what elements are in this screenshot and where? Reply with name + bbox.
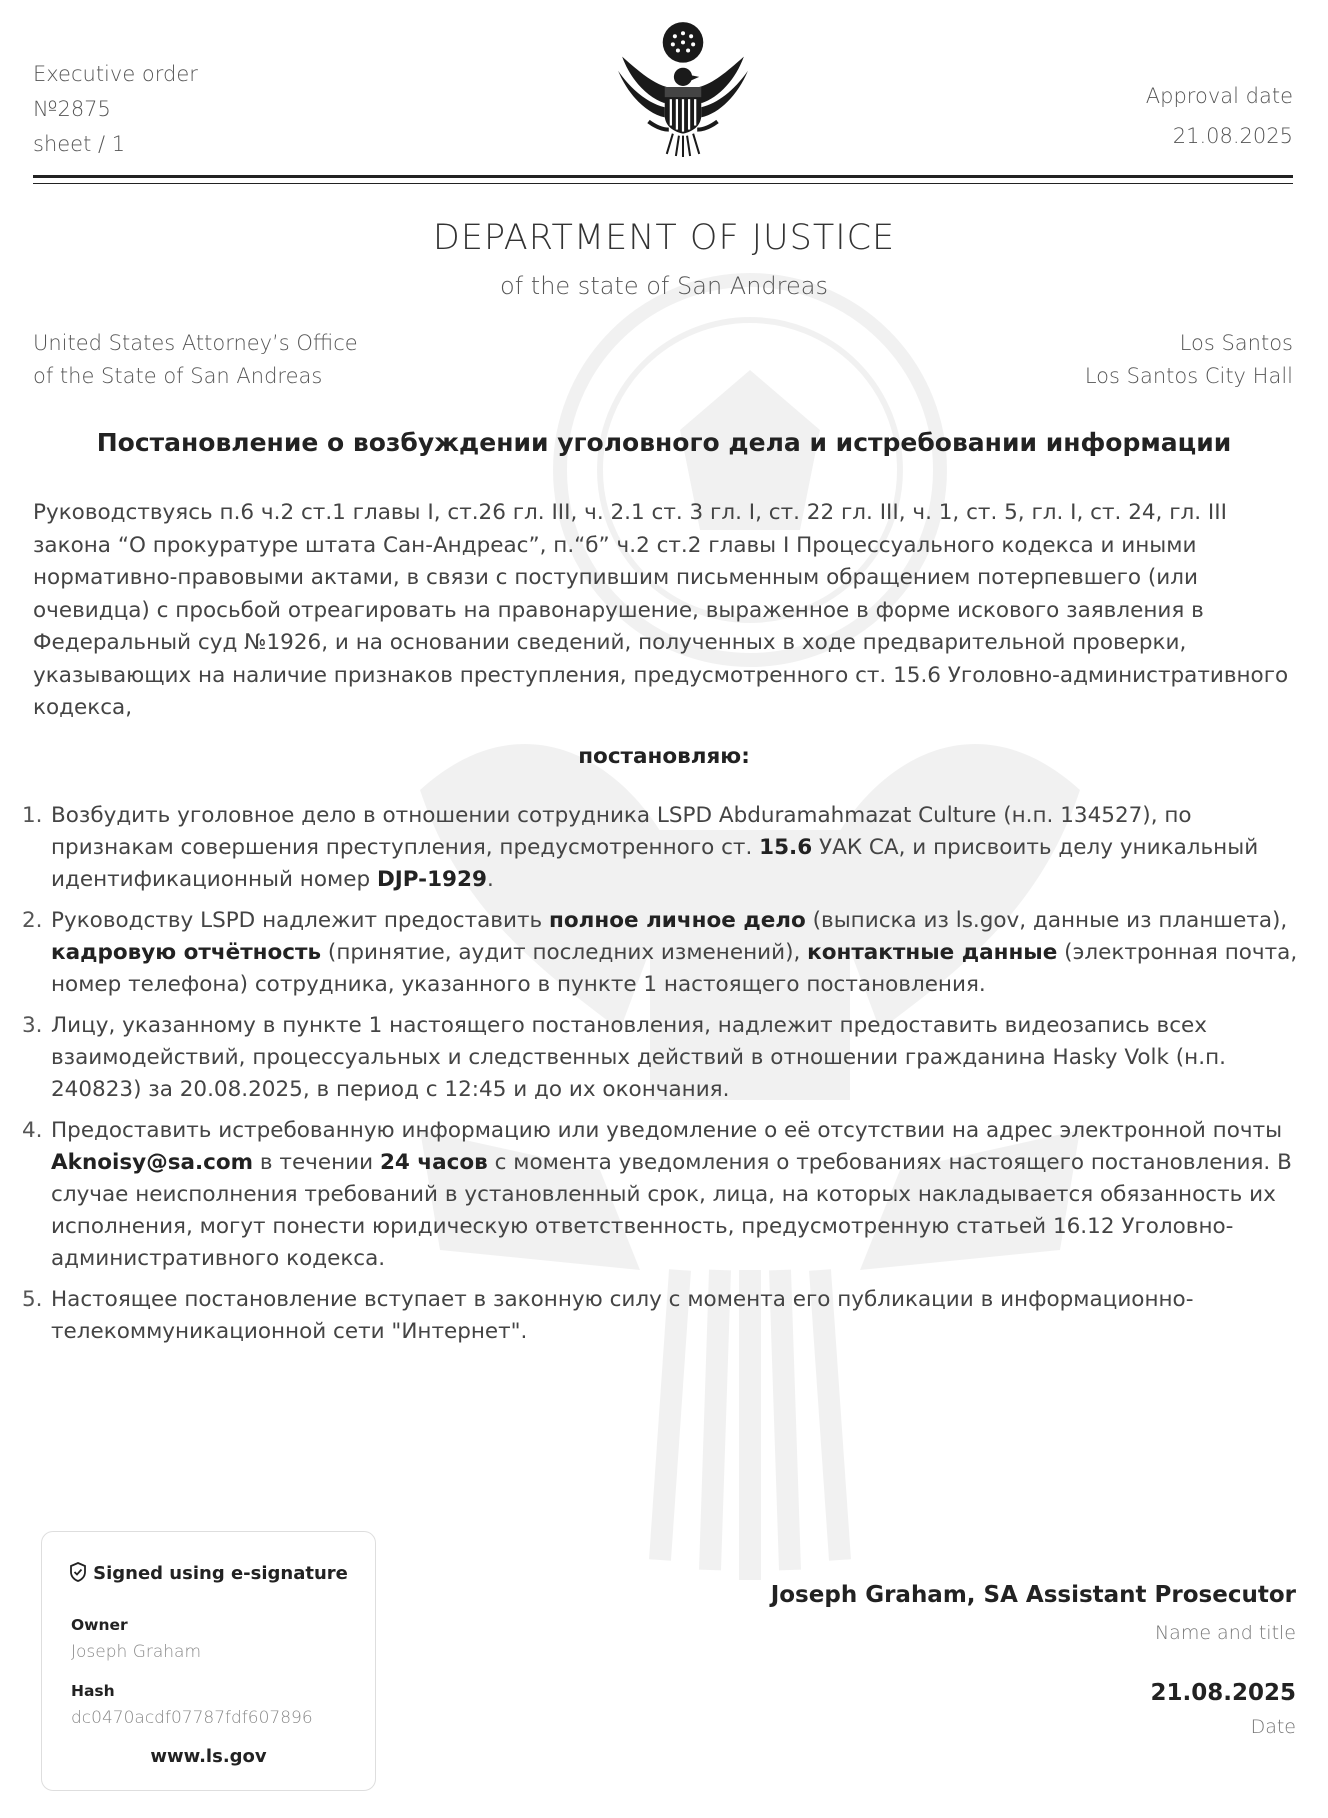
item-number: 4. — [22, 1118, 43, 1143]
item-number: 3. — [22, 1013, 43, 1038]
signatory-name-caption: Name and title — [1154, 1622, 1296, 1644]
order-info — [33, 57, 198, 162]
signature-site-link[interactable]: www.ls.gov — [150, 1746, 267, 1767]
decree-items — [0, 800, 1310, 1357]
decree-item-3: 3. Лицу, указанному в пункте 1 настоящего постановления, надлежит предоставить видеозапись всех взаимодействий, процессуальных и следственных действий в отношении гражданина Hasky Volk (н.п. 240823) за 20.08.2025, в период с 12:45 и до их окончания. — [0, 1010, 1310, 1106]
preamble-paragraph: Руководствуясь п.6 ч.2 ст.1 главы I, ст.26 гл. III, ч. 2.1 ст. 3 гл. I, ст. 22 гл. III, ч. 1, ст. 5, гл. I, ст. 24, гл. III закона “О прокуратуре штата Сан-Андреас”, п.“б” ч.2 ст.2 главы I Процессуального кодекса и иными нормативно-правовыми актами, в связи с поступившим письменным обращением потерпевшего (или очевидца) с просьбой отреагировать на правонарушение, выраженное в форме искового заявления в Федеральный суд №1926, и на основании сведений, полученных в ходе предварительной проверки, указывающих на наличие признаков преступления, предусмотренного ст. 15.6 Уголовно-административного кодекса, — [33, 500, 1289, 720]
office-line-2: of the State of San Andreas — [33, 364, 323, 388]
decree-item-4: 4. Предоставить истребованную информацию или уведомление о её отсутствии на адрес электронной почты Aknoisy@sa.com в течении 24 часов с момента уведомления о требованиях настоящего постановления. В случае неисполнения требований в установленный срок, лица, на которых накладывается обязанность их исполнения, могут понести юридическую ответственность, предусмотренную статьей 16.12 Уголовно-административного кодекса. — [0, 1115, 1310, 1275]
hash-label: Hash — [71, 1682, 115, 1700]
item-number: 1. — [22, 803, 43, 828]
deadline: 24 часов — [379, 1150, 488, 1175]
approval-label: Approval date — [1145, 84, 1293, 108]
header-divider-thick — [33, 175, 1293, 178]
office-name — [33, 327, 358, 393]
location-building: Los Santos City Hall — [1084, 364, 1293, 388]
e-signature-heading: Signed using e-signature — [42, 1562, 375, 1584]
item-number: 2. — [22, 908, 43, 933]
approval-info — [1146, 76, 1293, 156]
case-id: DJP-1929 — [376, 867, 487, 892]
approval-date: 21.08.2025 — [1172, 124, 1293, 148]
decree-heading: постановляю: — [578, 744, 750, 769]
contact-email: Aknoisy@sa.com — [51, 1150, 254, 1175]
document-title: Постановление о возбуждении уголовного дела и истребовании информации — [96, 428, 1232, 457]
e-signature-card — [41, 1531, 376, 1791]
office-line-1: United States Attorney’s Office — [33, 331, 358, 355]
sheet-number: sheet / 1 — [33, 132, 126, 156]
department-subtitle: of the state of San Andreas — [500, 272, 828, 300]
decree-item-1: 1. Возбудить уголовное дело в отношении сотрудника LSPD Abduramahmazat Culture (н.п. 134527), по признакам совершения преступления, предусмотренного ст. 15.6 УАК СА, и присвоить делу уникальный идентификационный номер DJP-1929. — [0, 800, 1310, 896]
department-title: DEPARTMENT OF JUSTICE — [432, 218, 896, 258]
signatory-name: Joseph Graham, SA Assistant Prosecutor — [770, 1582, 1296, 1608]
shield-check-icon — [69, 1562, 87, 1582]
decree-item-2: 2. Руководству LSPD надлежит предоставить полное личное дело (выписка из ls.gov, данные из планшета), кадровую отчётность (принятие, аудит последних изменений), контактные данные (электронная почта, номер телефона) сотрудника, указанного в пункте 1 настоящего постановления. — [0, 905, 1310, 1001]
signature-date: 21.08.2025 — [1150, 1680, 1296, 1706]
eagle-seal-icon — [612, 16, 754, 158]
article-number: 15.6 — [759, 835, 813, 860]
location-city: Los Santos — [1179, 331, 1293, 355]
order-label: Executive order — [33, 62, 198, 86]
office-location — [1085, 327, 1293, 393]
signature-date-caption: Date — [1250, 1716, 1296, 1738]
decree-item-5: 5. Настоящее постановление вступает в законную силу с момента его публикации в информационно-телекоммуникационной сети "Интернет". — [0, 1284, 1310, 1348]
item-number: 5. — [22, 1287, 43, 1312]
owner-value: Joseph Graham — [71, 1642, 202, 1662]
header-divider-thin — [33, 183, 1293, 184]
hash-value: dc0470acdf07787fdf607896 — [71, 1708, 313, 1728]
order-number: №2875 — [33, 97, 111, 121]
owner-label: Owner — [71, 1616, 128, 1634]
